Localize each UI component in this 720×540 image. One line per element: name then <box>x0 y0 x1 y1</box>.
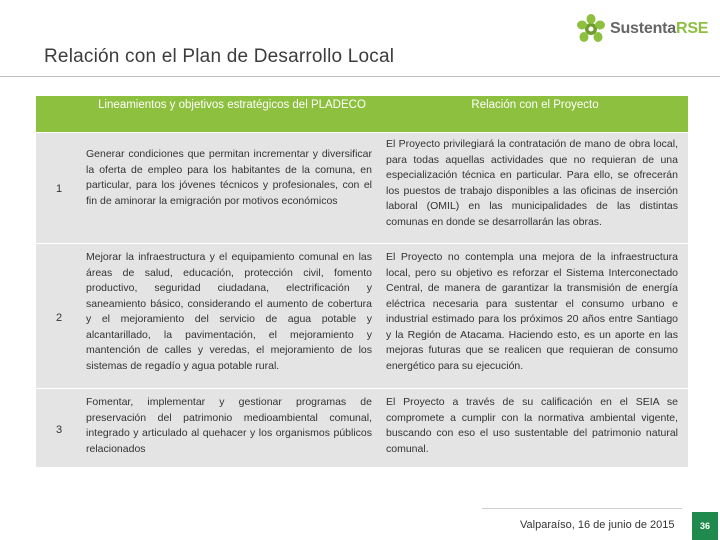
header-number-cell <box>36 96 82 132</box>
relation-cell: El Proyecto a través de su calificación en el SEIA se compromete a cumplir con la normativa ambiental vigente, buscando con eso el uso sustentable del patrimonio natural comunal. <box>386 396 678 455</box>
relation-cell: El Proyecto no contempla una mejora de la infraestructura local, pero su objetivo es reforzar el Sistema Interconectado Central, de manera de garantizar la transmisión de energía eléctrica necesaria para sustentar el consumo urbano e industrial estimado para los próximos 20 años entre Santiago y la Región de Atacama. Haciendo esto, es un aporte en las mejoras futuras que se realicen que requieran de consumo energético para su ejecución. <box>386 251 678 372</box>
table-row <box>36 132 688 243</box>
objective-cell: Generar condiciones que permitan incrementar y diversificar la oferta de empleo para los habitantes de la comuna, en particular, para los jóvenes técnicos y profesionales, con el fin de aminorar la emigración por motivos económicos <box>86 148 372 207</box>
objective-cell: Fomentar, implementar y gestionar programas de preservación del patrimonio medioambiental comunal, integrado y articulado al quehacer y los organismos públicos relacionados <box>86 396 372 455</box>
objective-cell: Mejorar la infraestructura y el equipamiento comunal en las áreas de salud, educación, protección civil, fomento productivo, seguridad ciudadana, electrificación y saneamiento básico, considerando el aumento de cobertura y el mejoramiento del servicio de agua potable y alcantarillado, la pavimentación, el mejoramiento y mantención de calles y veredas, el mejoramiento de los sistemas de regadío y agua potable rural. <box>86 251 372 372</box>
leaf-cluster-icon <box>576 14 606 44</box>
header-objectives: Lineamientos y objetivos estratégicos del PLADECO <box>98 99 366 111</box>
page-number-badge: 36 <box>692 512 718 540</box>
footer-date: Valparaíso, 16 de junio de 2015 <box>520 519 675 531</box>
brand-logo <box>576 14 712 44</box>
title-divider <box>0 76 720 77</box>
pladeco-table <box>36 96 688 467</box>
page-title: Relación con el Plan de Desarrollo Local <box>44 46 395 67</box>
row-number: 3 <box>55 424 63 437</box>
footer-divider <box>482 508 682 509</box>
brand-name-part2: RSE <box>675 20 709 37</box>
brand-name-part1: Sustenta <box>610 20 676 37</box>
row-number: 1 <box>55 183 63 196</box>
row-number: 2 <box>55 312 63 325</box>
header-project-relation: Relación con el Proyecto <box>471 99 599 111</box>
table-header <box>36 96 688 132</box>
table-row <box>36 243 688 388</box>
brand-name <box>610 20 708 38</box>
relation-cell: El Proyecto privilegiará la contratación de mano de obra local, para todas aquellas actividades que no requieran de una especialización técnica en particular. Para ello, se ofrecerán los puestos de trabajo disponibles a las oficinas de inserción laboral (OMIL) en las municipalidades de las distintas comunas en donde se desarrollarán las obras. <box>386 138 678 228</box>
table-row <box>36 388 688 467</box>
